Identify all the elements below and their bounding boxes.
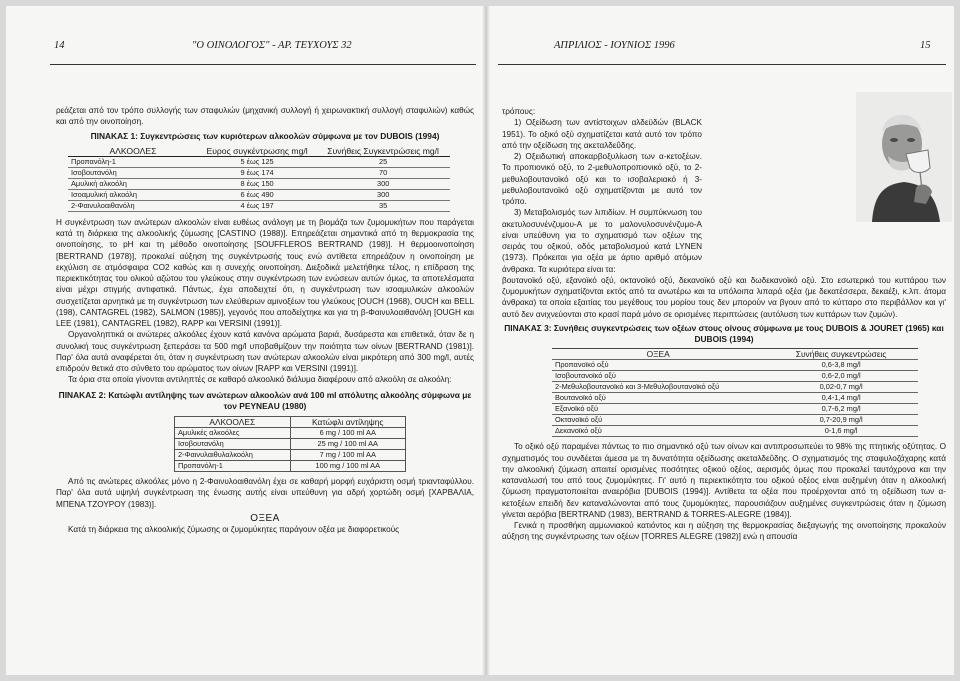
table-row	[68, 156, 450, 167]
table-cell: 35	[316, 200, 450, 211]
table-cell: 300	[316, 178, 450, 189]
body-paragraph: βουτανοϊκό οξύ, εξανοϊκό οξύ, οκτανοϊκό οξύ, δεκανοϊκό οξύ και δωδεκανοϊκό οξύ. Στο εσωτερικό του κυττάρου των ζυμομυκήτων σχηματίζονται εκτός από τα ανωτέρω και τα υπόλοιπα λιπαρά οξέα (με δεκατέσσερα, δεκαέξι, κ.λπ. άτομα άνθρακα) τα οποία εξαιτίας του μεγέθους του μορίου τους δεν μπορούν να βγουν από το κύτταρο στο περιβάλλον και γι' αυτό δεν ανιχνεύονται στο κρασί παρά μόνο σε ορισμένες περιπτώσεις (αυτόλυση των κυττάρων των ζυμών).	[502, 275, 946, 319]
table3	[552, 348, 918, 437]
table-cell: 300	[316, 189, 450, 200]
table1-header-row	[68, 146, 450, 157]
table-cell: Αμυλική αλκοόλη	[68, 178, 198, 189]
table-row	[68, 189, 450, 200]
table-cell: Εξανοϊκό οξύ	[552, 404, 764, 415]
table-cell: 0,4-1,4 mg/l	[764, 393, 918, 404]
table-cell: Προπανόλη-1	[175, 461, 291, 472]
table-cell: Βουτανοϊκό οξύ	[552, 393, 764, 404]
table-cell: 0-1,6 mg/l	[764, 426, 918, 437]
table-cell: Ισοβουτανόλη	[175, 439, 291, 450]
table-cell: 4 έως 197	[198, 200, 316, 211]
table-cell: 0,6-3,8 mg/l	[764, 360, 918, 371]
right-running-header: ΑΠΡΙΛΙΟΣ - ΙΟΥΝΙΟΣ 1996	[554, 40, 675, 51]
table-cell: Ισοβουτανοϊκό οξύ	[552, 371, 764, 382]
table2-header-cell: Κατώφλι αντίληψης	[290, 417, 406, 428]
table-row	[68, 167, 450, 178]
table-cell: 0,7-20,9 mg/l	[764, 415, 918, 426]
left-page-number: 14	[54, 40, 65, 51]
table-row	[175, 439, 406, 450]
intro-paragraph: ρεάζεται από τον τρόπο συλλογής των σταφυλιών (μηχανική συλλογή ή χειρωνακτική συλλογή σταφυλιών) καθώς και από την οινοποίηση.	[56, 106, 474, 127]
table3-caption: ΠΙΝΑΚΑΣ 3: Συνήθεις συγκεντρώσεις των οξέων στους οίνους σύμφωνα με τους DUBOIS & JOURET (1965) και DUBOIS (1994)	[504, 322, 944, 344]
table-row	[68, 200, 450, 211]
table1-header-cell: Συνήθεις Συγκεντρώσεις mg/l	[316, 146, 450, 157]
table-cell: 6 mg / 100 ml AA	[290, 428, 406, 439]
table-cell: 6 έως 490	[198, 189, 316, 200]
table-row	[68, 178, 450, 189]
table-cell: 9 έως 174	[198, 167, 316, 178]
table-cell: Προπανόλη-1	[68, 156, 198, 167]
table-row	[175, 450, 406, 461]
body-line: τρόπους:	[502, 107, 536, 116]
right-page	[490, 6, 954, 675]
table3-header-cell: ΟΞΕΑ	[552, 349, 764, 360]
body-paragraph: 1) Οξείδωση των αντίστοιχων αλδεϋδών (BLACK 1951). Το οξικό οξύ σχηματίζεται κατά αυτό τον τρόπο από την οξείδωση της ακεταλδεΰδης.	[502, 118, 702, 150]
text-beside-photo	[502, 106, 702, 275]
body-paragraph: Τα όρια στα οποία γίνονται αντιληπτές σε καθαρό αλκοολικό διάλυμα διαφέρουν από αλκοόλη σε αλκοόλη:	[68, 375, 452, 385]
table2-header-cell: ΑΛΚΟΟΛΕΣ	[175, 417, 291, 428]
left-page	[6, 6, 482, 675]
table-cell: 0,02-0,7 mg/l	[764, 382, 918, 393]
table-cell: Αμυλικές αλκοόλες	[175, 428, 291, 439]
body-paragraph: Κατά τη διάρκεια της αλκοολικής ζύμωσης οι ζυμομύκητες παράγουν οξέα με διαφορετικούς	[68, 525, 400, 534]
table-cell: 2-Μεθυλοβουτανοϊκό και 3-Μεθυλοβουτανοϊκό οξύ	[552, 382, 764, 393]
table-cell: 7 mg / 100 ml AA	[290, 450, 406, 461]
table-cell: 25	[316, 156, 450, 167]
table-cell: 2-Φαινυλαιθυλαλκοόλη	[175, 450, 291, 461]
table-cell: 0,7-6,2 mg/l	[764, 404, 918, 415]
body-paragraph: 2) Οξειδωτική αποκαρβοξυλίωση των α-κετοξέων. Το προπιονικό οξύ, το 2-μεθυλοπροπιονικό οξύ, το 2-μεθυλοβουτανοϊκό οξύ και το ισοβαλεριακό ή 3-μεθυλοβουτανοϊκό οξύ σχηματίζονται με αυτό τον τρόπο.	[502, 152, 702, 206]
table-cell: Ισοβουτανόλη	[68, 167, 198, 178]
table1-caption: ΠΙΝΑΚΑΣ 1: Συγκεντρώσεις των κυριότερων αλκοολών σύμφωνα με τον DUBOIS (1994)	[90, 130, 440, 141]
table-cell: 5 έως 125	[198, 156, 316, 167]
left-header-rule	[50, 64, 476, 65]
table-row	[552, 404, 918, 415]
table-row	[552, 360, 918, 371]
table1-header-cell: Ευρος συγκέντρωσης mg/l	[198, 146, 316, 157]
table-cell: 8 έως 150	[198, 178, 316, 189]
table-row	[552, 371, 918, 382]
table-cell: Οκτανοϊκό οξύ	[552, 415, 764, 426]
table-cell: 0,6-2,0 mg/l	[764, 371, 918, 382]
right-page-number: 15	[920, 40, 931, 51]
table-row	[552, 415, 918, 426]
table-cell: Προπανοϊκό οξύ	[552, 360, 764, 371]
table3-header-row	[552, 349, 918, 360]
body-paragraph: Από τις ανώτερες αλκοόλες μόνο η 2-Φαινυλοαιθανόλη έχει σε καθαρή μορφή ευχάριστη οσμή τριανταφύλλου. Παρ' όλα αυτά υψηλή συγκέντρωση της ένωσης αυτής είναι υπεύθυνη για αδρή χορτώδη οσμή [ΧΑΡΒΑΛΙΑ, ΜΠΕΝΑ ΤΖΟΥΡΟΥ (1983)].	[56, 477, 474, 509]
magazine-spread	[6, 6, 954, 675]
body-paragraph: 3) Μεταβολισμός των λιπιδίων. Η συμπύκνωση του ακετυλοσυνένζυμου-Α με το μαλονυλοσυνένζυμο-Α είναι υπεύθυνη για το σχηματισμό των οξέων της σειράς του οξικού, οδός μεταβολισμού κατά LYNEN (1973). Πρόκειται για οξέα με άρτιο αριθμό ατόμων άνθρακα. Τα κυριότερα είναι τα:	[502, 208, 702, 274]
table-row	[175, 428, 406, 439]
table2	[174, 416, 406, 472]
table2-header-row	[175, 417, 406, 428]
table3-header-cell: Συνήθεις συγκεντρώσεις	[764, 349, 918, 360]
section-heading: ΟΞΕΑ	[250, 512, 280, 524]
table-cell: 100 mg / 100 ml AA	[290, 461, 406, 472]
table1-header-cell: ΑΛΚΟΟΛΕΣ	[68, 146, 198, 157]
table-cell: 2-Φαινυλοαιθανόλη	[68, 200, 198, 211]
body-paragraph: Γενικά η προσθήκη αμμωνιακού κατιόντος και η αύξηση της θερμοκρασίας διεξαγωγής της οινοποίησης προκαλούν αύξηση της συγκέντρωσης των οξέων [TORRES ALEGRE (1982)] ενώ η απουσία	[502, 521, 946, 542]
table-cell: 70	[316, 167, 450, 178]
body-paragraph: Το οξικό οξύ παραμένει πάντως το πιο σημαντικό οξύ των οίνων και αντιπροσωπεύει το 98% της πτητικής οξύτητας. Ο σχηματισμός του συνδέεται άμεσα με τη δυνατότητα οξείδωσης ακεταλδεΰδης. Ο σχηματισμός της σταφυλοζάχαρης κατά την αλκοολική ζύμωση απαιτεί ορισμένες ποσότητες οξικού οξέος, αερισμός όμως που προκαλεί ταυτόχρονα και την καταναλωσή του από τους ζυμομύκητες. Γι' αυτό η περιεκτικότητα του οξικού οξέος είναι αυξημένη όταν η αλκοολική ζύμωση πραγματοποιείται αναερόβια [DUBOIS (1994)]. Αντίθετα τα οξέα που προέρχονται από τη οξείδωση των α-κετοξέων επειδή δεν καταναλώνονται από τους ζυμομύκητες, παρουσιάζουν αυξημένες συγκεντρώσεις όταν η ζύμωση γίνεται αερόβια [BERTRAND (1983), BERTRAND & TORRES-ALEGRE (1984)].	[502, 442, 946, 519]
right-header-rule	[498, 64, 946, 65]
table-cell: 25 mg / 100 ml AA	[290, 439, 406, 450]
table-row	[175, 461, 406, 472]
table-row	[552, 382, 918, 393]
table-row	[552, 393, 918, 404]
table1	[68, 146, 450, 212]
right-body	[502, 106, 946, 543]
body-paragraph: Η συγκέντρωση των ανώτερων αλκοολών είναι ευθέως ανάλογη με τη βιομάζα των ζυμομυκήτων που παράγεται κατά τη διάρκεια της αλκοολικής ζύμωσης [CASTINO (1988)]. Επηρεάζεται σημαντικά από τη θερμοκρασία της οινοποίησης, το pH και τη μέθοδο οινοποίησης [SOUFFLEROS BERTRAND (198)]. Η θερμοοινοποίηση [BERTRAND (1978)], προκαλεί αύξηση της συγκέντρωσής τους ενώ αντίθετα επηρεάζουν η οινοποίηση με εκχύλιση σε ατμόσφαιρα CO2 καθώς και η συνεχής οινοποίηση. Διεξοδικά μελετήθηκε τέλος, η επίδραση της περιεκτικότητας του ολικού αζώτου του γλεύκους στην συγκέντρωση των ενώσεων αυτών όμως, τα αποτελέσματα είναι μέχρι στιγμής αντιφατικά. Πάντως, έχει αποδειχτεί ότι, η συγκέντρωση των ισοαμυλικών αλκοολών συσχετίζεται αρνητικά με τη συγκέντρωση των ελεύθερων αμινοξέων του γλεύκους [OUCH (1968), OUCH και BELL (198), CANTAGREL (1982), SALMON (1985)], γεγονός που αποδείχτηκε και για τη β-Φαινυλοαιθανόλη [OUGH και LEE (1981), CANTAGREL (1982), RAPP και VERSINI (1991)].	[56, 217, 474, 328]
body-paragraph: Οργανοληπτικά οι ανώτερες αλκοόλες έχουν κατά κανόνα αρώματα βαριά, δυσάρεστα και επιθετικά, όταν δε η συνολική τους συγκέντρωση ξεπεράσει τα 500 mg/l υποβαθμίζουν την ποιότητα των οίνων [BERTRAND (1981)]. Παρ' όλα αυτά αναφέρεται ότι, όταν η συγκέντρωση των ανώτερων αλκοολών είναι μικρότερη από 300 mg/l, αυτές επιδρούν θετικά στο σύνθετο του αρώματος των οίνων [RAPP και VERSINI (1991)].	[56, 330, 474, 373]
table-row	[552, 426, 918, 437]
table-cell: Ισοαμυλική αλκοόλη	[68, 189, 198, 200]
table-cell: Δεκανοϊκό οξύ	[552, 426, 764, 437]
book-gutter	[482, 6, 490, 675]
left-body	[56, 105, 474, 535]
left-running-header: "Ο ΟΙΝΟΛΟΓΟΣ" - ΑΡ. ΤΕΥΧΟΥΣ 32	[192, 40, 352, 51]
table2-caption: ΠΙΝΑΚΑΣ 2: Κατώφλι αντίληψης των ανώτερων αλκοολών ανά 100 ml απόλυτης αλκοόλης σύμφωνα με τον PEYNEAU (1980)	[58, 389, 472, 411]
